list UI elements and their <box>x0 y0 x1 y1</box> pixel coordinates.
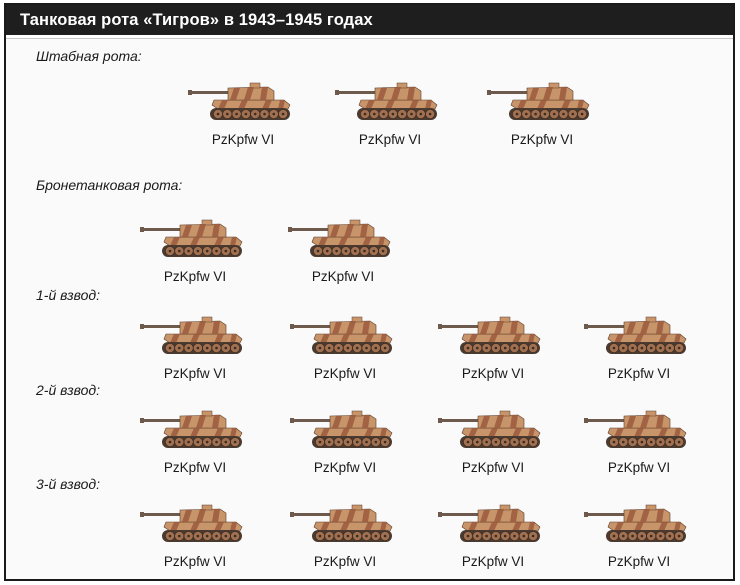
tank-unit-platoon2-4 <box>584 406 694 486</box>
section-label-platoon1: 1-й взвод: <box>36 287 101 303</box>
tank-unit-platoon3-4 <box>584 500 694 580</box>
tiger-tank-icon <box>438 406 548 452</box>
tank-label: PzKpfw VI <box>313 366 377 381</box>
tank-unit-armored-1 <box>140 215 250 295</box>
section-label-hq: Штабная рота: <box>36 48 142 64</box>
tank-label: PzKpfw VI <box>510 132 574 147</box>
tank-unit-armored-2 <box>288 215 398 295</box>
tank-label: PzKpfw VI <box>313 554 377 569</box>
tiger-tank-icon <box>438 500 548 546</box>
tiger-tank-icon <box>290 406 400 452</box>
tank-unit-platoon2-2 <box>290 406 400 486</box>
tiger-tank-icon <box>140 406 250 452</box>
tank-label: PzKpfw VI <box>163 460 227 475</box>
tiger-tank-icon <box>140 312 250 358</box>
tiger-tank-icon <box>188 78 298 124</box>
tank-unit-platoon1-3 <box>438 312 548 392</box>
tank-label: PzKpfw VI <box>607 554 671 569</box>
tank-unit-hq-1 <box>188 78 298 158</box>
tiger-tank-icon <box>140 500 250 546</box>
section-label-platoon3: 3-й взвод: <box>36 476 101 492</box>
tiger-tank-icon <box>438 312 548 358</box>
tank-label: PzKpfw VI <box>163 269 227 284</box>
tank-unit-platoon2-3 <box>438 406 548 486</box>
tank-unit-hq-3 <box>487 78 597 158</box>
tank-label: PzKpfw VI <box>163 366 227 381</box>
diagram-title: Танковая рота «Тигров» в 1943–1945 годах <box>6 5 733 35</box>
tank-unit-platoon1-1 <box>140 312 250 392</box>
tiger-tank-icon <box>335 78 445 124</box>
tank-label: PzKpfw VI <box>358 132 422 147</box>
tank-unit-platoon3-3 <box>438 500 548 580</box>
tiger-tank-icon <box>584 500 694 546</box>
tank-label: PzKpfw VI <box>211 132 275 147</box>
title-rule <box>6 35 733 39</box>
tank-unit-platoon1-2 <box>290 312 400 392</box>
tank-label: PzKpfw VI <box>461 460 525 475</box>
tank-label: PzKpfw VI <box>461 554 525 569</box>
tank-unit-platoon1-4 <box>584 312 694 392</box>
tiger-tank-icon <box>487 78 597 124</box>
tank-label: PzKpfw VI <box>311 269 375 284</box>
tiger-tank-icon <box>584 312 694 358</box>
section-label-armored: Бронетанковая рота: <box>36 177 183 193</box>
tank-unit-hq-2 <box>335 78 445 158</box>
tank-unit-platoon2-1 <box>140 406 250 486</box>
section-label-platoon2: 2-й взвод: <box>36 382 101 398</box>
tank-unit-platoon3-1 <box>140 500 250 580</box>
tank-label: PzKpfw VI <box>607 460 671 475</box>
tiger-tank-icon <box>140 215 250 261</box>
tiger-tank-icon <box>288 215 398 261</box>
tank-label: PzKpfw VI <box>461 366 525 381</box>
tiger-tank-icon <box>290 500 400 546</box>
tank-unit-platoon3-2 <box>290 500 400 580</box>
tank-label: PzKpfw VI <box>313 460 377 475</box>
tank-label: PzKpfw VI <box>607 366 671 381</box>
tiger-tank-icon <box>290 312 400 358</box>
tank-label: PzKpfw VI <box>163 554 227 569</box>
tiger-tank-icon <box>584 406 694 452</box>
